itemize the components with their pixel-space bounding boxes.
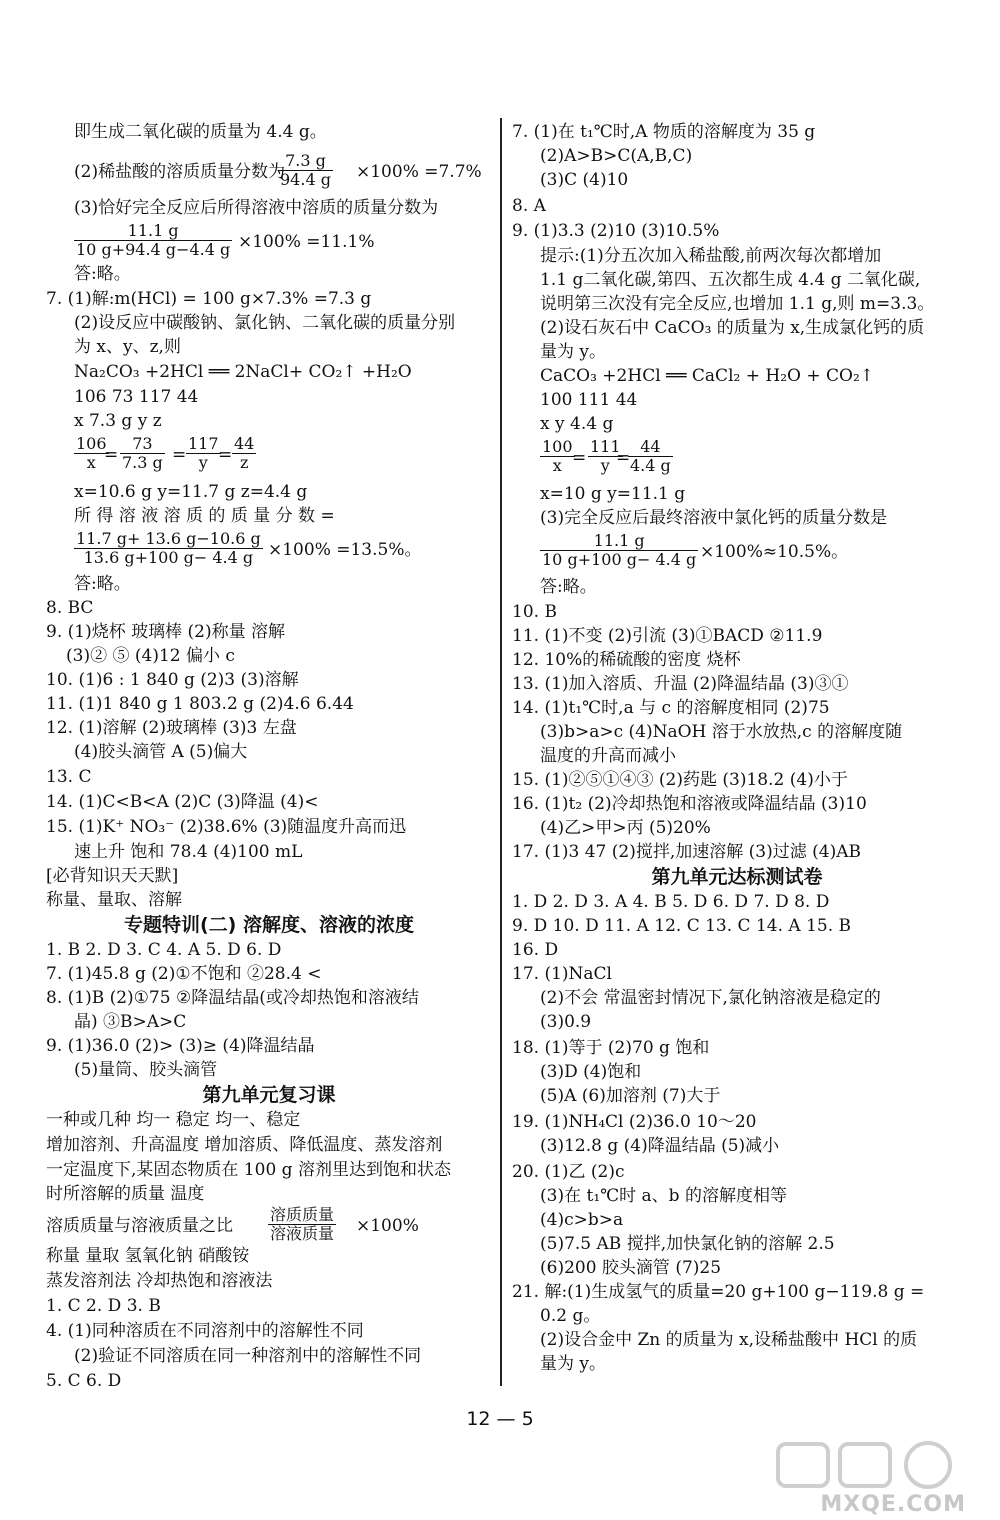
answer-line: (3)b>a>c (4)NaOH 溶于水放热,c 的溶解度随 xyxy=(540,722,903,742)
answer-line: 9. (1)36.0 (2)> (3)≥ (4)降温结晶 xyxy=(46,1036,315,1056)
fraction xyxy=(540,438,575,475)
answer-line: (2)设合金中 Zn 的质量为 x,设稀盐酸中 HCl 的质 xyxy=(540,1330,918,1350)
answer-line: [必背知识天天默] xyxy=(46,866,179,886)
fraction-result: ×100%≈10.5%。 xyxy=(700,542,849,562)
answer-line: 15. (1)②⑤①④③ (2)药匙 (3)18.2 (4)小于 xyxy=(512,770,848,790)
answer-line: (5)7.5 AB 搅拌,加快氯化钠的溶解 2.5 xyxy=(540,1234,835,1254)
answer-line: (4)胶头滴管 A (5)偏大 xyxy=(74,742,248,762)
answer-line: 称量、量取、溶解 xyxy=(46,890,182,910)
answer-line: 100 111 44 xyxy=(540,390,638,410)
answer-line: 1. D 2. D 3. A 4. B 5. D 6. D 7. D 8. D xyxy=(512,892,830,912)
answer-line: 溶质质量与溶液质量之比 xyxy=(46,1216,233,1236)
answer-line: 14. (1)C<B<A (2)C (3)降温 (4)< xyxy=(46,792,319,812)
answer-line: x y 4.4 g xyxy=(540,414,614,434)
answer-line: 答:略。 xyxy=(74,574,131,594)
answer-line: 11. (1)1 840 g 1 803.2 g (2)4.6 6.44 xyxy=(46,694,354,714)
fraction xyxy=(278,152,333,189)
fraction-numerator: 11.1 g xyxy=(540,532,698,551)
fraction-result: ×100% =13.5%。 xyxy=(268,540,422,560)
answer-line: 8. A xyxy=(512,196,546,216)
fraction-denominator: z xyxy=(239,453,249,472)
answer-line: 17. (1)3 47 (2)搅拌,加速溶解 (3)过滤 (4)AB xyxy=(512,842,861,862)
fraction-denominator: x xyxy=(86,453,96,472)
fraction-denominator: 94.4 g xyxy=(280,170,331,189)
answer-line: 说明第三次没有完全反应,也增加 1.1 g,则 m=3.3。 xyxy=(540,294,935,314)
answer-line: (3)C (4)10 xyxy=(540,170,629,190)
fraction-denominator: 10 g+100 g− 4.4 g xyxy=(542,550,697,569)
answer-line: 20. (1)乙 (2)c xyxy=(512,1162,625,1182)
answer-line: (2)设石灰石中 CaCO₃ 的质量为 x,生成氯化钙的质 xyxy=(540,318,925,338)
fraction-denominator: 13.6 g+100 g− 4.4 g xyxy=(83,548,254,567)
fraction-numerator: 44 xyxy=(234,434,255,453)
answer-line: 一种或几种 均一 稳定 均一、稳定 xyxy=(46,1110,301,1130)
section-heading: 专题特训(二) 溶解度、溶液的浓度 xyxy=(124,914,414,936)
fraction-result: ×100% =11.1% xyxy=(238,232,375,252)
equals-sign: = xyxy=(104,445,119,465)
fraction-numerator: 106 xyxy=(76,434,107,453)
fraction-denominator: 溶液质量 xyxy=(270,1224,335,1243)
page-number: 12 — 5 xyxy=(466,1408,534,1430)
answer-line: 1.1 g二氧化碳,第四、五次都生成 4.4 g 二氧化碳, xyxy=(540,270,921,290)
fraction-numerator: 100 xyxy=(542,437,573,456)
answer-line: 7. (1)解:m(HCl) = 100 g×7.3% =7.3 g xyxy=(46,289,372,309)
answer-line: 量为 y。 xyxy=(540,342,607,362)
fraction xyxy=(232,435,256,472)
equals-sign: = xyxy=(616,448,631,468)
answer-line: 量为 y。 xyxy=(540,1354,607,1374)
answer-line: (3)恰好完全反应后所得溶液中溶质的质量分数为 xyxy=(74,198,439,218)
section-heading: 第九单元达标测试卷 xyxy=(651,866,823,888)
answer-line: 所 得 溶 液 溶 质 的 质 量 分 数 = xyxy=(74,506,335,526)
answer-line: 16. D xyxy=(512,940,559,960)
answer-line: 7. (1)45.8 g (2)①不饱和 ②28.4 < xyxy=(46,964,322,984)
answer-line: 8. BC xyxy=(46,598,94,618)
answer-line: Na₂CO₃ +2HCl ══ 2NaCl+ CO₂↑ +H₂O xyxy=(74,362,412,382)
fraction xyxy=(628,438,673,475)
answer-line: 8. (1)B (2)①75 ②降温结晶(或冷却热饱和溶液结 xyxy=(46,988,419,1008)
fraction-denominator: 4.4 g xyxy=(630,456,671,475)
fraction-numerator: 11.1 g xyxy=(74,222,232,241)
answer-line: 9. (1)3.3 (2)10 (3)10.5% xyxy=(512,221,720,241)
answer-line: (2)稀盐酸的溶质质量分数为 xyxy=(74,162,286,182)
answer-line: 10. (1)6 : 1 840 g (2)3 (3)溶解 xyxy=(46,670,299,690)
answer-line: 温度的升高而减小 xyxy=(540,746,676,766)
answer-line: 15. (1)K⁺ NO₃⁻ (2)38.6% (3)随温度升高而迅 xyxy=(46,817,407,837)
fraction-numerator: 溶质质量 xyxy=(270,1205,335,1224)
fraction-result: ×100% =7.7% xyxy=(356,162,482,182)
fraction-numerator: 111 xyxy=(590,437,621,456)
fraction xyxy=(74,530,263,567)
fraction-numerator: 11.7 g+ 13.6 g−10.6 g xyxy=(76,529,261,548)
answer-line: 即生成二氧化碳的质量为 4.4 g。 xyxy=(74,122,327,142)
answer-line: 1. B 2. D 3. C 4. A 5. D 6. D xyxy=(46,940,282,960)
answer-line: 12. (1)溶解 (2)玻璃棒 (3)3 左盘 xyxy=(46,718,297,738)
equals-sign: = xyxy=(572,448,587,468)
answer-line: 一定温度下,某固态物质在 100 g 溶剂里达到饱和状态 xyxy=(46,1160,451,1180)
section-heading: 第九单元复习课 xyxy=(202,1084,336,1106)
fraction-numerator: 7.3 g xyxy=(278,152,333,171)
answer-line: (2)A>B>C(A,B,C) xyxy=(540,146,693,166)
answer-line: 13. C xyxy=(46,767,92,787)
fraction-result: ×100% xyxy=(356,1216,419,1236)
answer-line: (5)量筒、胶头滴管 xyxy=(74,1060,218,1080)
answer-line: 18. (1)等于 (2)70 g 饱和 xyxy=(512,1038,710,1058)
answer-line: (5)A (6)加溶剂 (7)大于 xyxy=(540,1086,721,1106)
answer-line: 提示:(1)分五次加入稀盐酸,前两次每次都增加 xyxy=(540,246,882,266)
fraction-denominator: y xyxy=(600,456,610,475)
fraction-denominator: x xyxy=(552,456,562,475)
answer-line: CaCO₃ +2HCl ══ CaCl₂ + H₂O + CO₂↑ xyxy=(540,366,874,386)
watermark-text: MXQE.COM xyxy=(820,1492,966,1517)
answer-line: 为 x、y、z,则 xyxy=(74,337,181,357)
answer-line: 答:略。 xyxy=(74,264,131,284)
fraction xyxy=(120,435,165,472)
answer-line: 21. 解:(1)生成氢气的质量=20 g+100 g−119.8 g = xyxy=(512,1282,925,1302)
fraction-denominator: 7.3 g xyxy=(122,453,163,472)
answer-line: 106 73 117 44 xyxy=(74,387,199,407)
answer-line: 答:略。 xyxy=(540,577,597,597)
answer-line: (3)② ⑤ (4)12 偏小 c xyxy=(66,646,235,666)
answer-line: (3)D (4)饱和 xyxy=(540,1062,642,1082)
fraction-denominator: y xyxy=(198,453,208,472)
answer-line: 1. C 2. D 3. B xyxy=(46,1296,161,1316)
answer-line: 4. (1)同种溶质在不同溶剂中的溶解性不同 xyxy=(46,1321,364,1341)
answer-line: 19. (1)NH₄Cl (2)36.0 10～20 xyxy=(512,1112,757,1132)
answer-line: 5. C 6. D xyxy=(46,1371,122,1391)
answer-line: (2)设反应中碳酸钠、氯化钠、二氧化碳的质量分别 xyxy=(74,313,456,333)
column-divider xyxy=(500,118,502,1386)
answer-line: (4)乙>甲>丙 (5)20% xyxy=(540,818,711,838)
fraction-denominator: 10 g+94.4 g−4.4 g xyxy=(76,240,231,259)
answer-line: x=10.6 g y=11.7 g z=4.4 g xyxy=(74,482,308,502)
answer-line: (3)12.8 g (4)降温结晶 (5)减小 xyxy=(540,1136,780,1156)
answer-line: 速上升 饱和 78.4 (4)100 mL xyxy=(74,842,303,862)
fraction-numerator: 117 xyxy=(188,434,219,453)
answer-line: 7. (1)在 t₁℃时,A 物质的溶解度为 35 g xyxy=(512,122,816,142)
equals-sign: = xyxy=(218,445,233,465)
answer-line: 时所溶解的质量 温度 xyxy=(46,1184,205,1204)
answer-line: 11. (1)不变 (2)引流 (3)①BACD ②11.9 xyxy=(512,626,823,646)
fraction xyxy=(74,222,232,259)
answer-line: 16. (1)t₂ (2)冷却热饱和溶液或降温结晶 (3)10 xyxy=(512,794,867,814)
answer-line: 晶) ③B>A>C xyxy=(74,1012,187,1032)
answer-line: 增加溶剂、升高温度 增加溶质、降低温度、蒸发溶剂 xyxy=(46,1135,443,1155)
answer-line: 称量 量取 氢氧化钠 硝酸铵 xyxy=(46,1246,250,1266)
answer-line: 9. (1)烧杯 玻璃棒 (2)称量 溶解 xyxy=(46,622,285,642)
answer-line: (4)c>b>a xyxy=(540,1210,624,1230)
answer-line: (2)验证不同溶质在同一种溶剂中的溶解性不同 xyxy=(74,1346,422,1366)
answer-line: (2)不会 常温密封情况下,氯化钠溶液是稳定的 xyxy=(540,988,881,1008)
answer-line: (3)0.9 xyxy=(540,1012,592,1032)
fraction-numerator: 73 xyxy=(120,435,165,454)
answer-line: x=10 g y=11.1 g xyxy=(540,484,686,504)
answer-line: 9. D 10. D 11. A 12. C 13. C 14. A 15. B xyxy=(512,916,852,936)
answer-line: x 7.3 g y z xyxy=(74,411,162,431)
answer-line: 17. (1)NaCl xyxy=(512,964,612,984)
answer-line: 12. 10%的稀硫酸的密度 烧杯 xyxy=(512,650,741,670)
fraction xyxy=(268,1206,336,1243)
equals-sign: = xyxy=(172,445,187,465)
answer-line: (6)200 胶头滴管 (7)25 xyxy=(540,1258,722,1278)
answer-line: 14. (1)t₁℃时,a 与 c 的溶解度相同 (2)75 xyxy=(512,698,830,718)
answer-line: 0.2 g。 xyxy=(540,1306,601,1326)
fraction xyxy=(186,435,221,472)
answer-line: 蒸发溶剂法 冷却热饱和溶液法 xyxy=(46,1271,273,1291)
answer-line: 13. (1)加入溶质、升温 (2)降温结晶 (3)③① xyxy=(512,674,849,694)
fraction-numerator: 44 xyxy=(628,438,673,457)
answer-line: (3)完全反应后最终溶液中氯化钙的质量分数是 xyxy=(540,508,888,528)
fraction xyxy=(540,532,698,569)
answer-line: (3)在 t₁℃时 a、b 的溶解度相等 xyxy=(540,1186,787,1206)
answer-line: 10. B xyxy=(512,602,557,622)
